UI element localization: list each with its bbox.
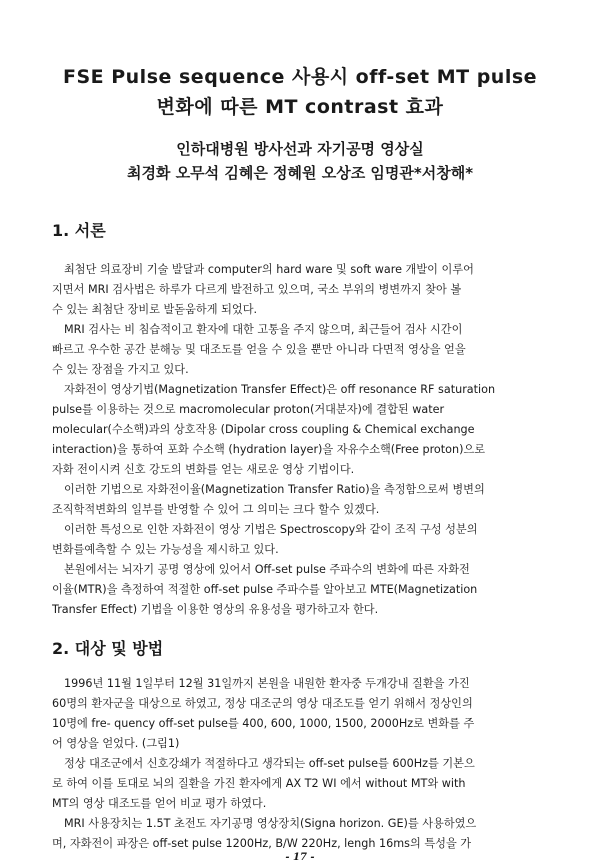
body-line: MRI 사용장치는 1.5T 초전도 자기공명 영상장치(Signa horizon. GE)를 사용하였으: [64, 817, 477, 830]
body-line: 1996년 11월 1일부터 12월 31일까지 본원을 내원한 환자중 두개강내 질환을 가진: [64, 677, 470, 690]
body-line: 이러한 기법으로 자화전이율(Magnetization Transfer Ratio)을 측정함으로써 병변의: [64, 483, 485, 496]
body-line: 최첨단 의료장비 기술 발달과 computer의 hard ware 및 soft ware 개발이 이루어: [64, 263, 474, 276]
body-line: 빠르고 우수한 공간 분해능 및 대조도를 얻을 수 있을 뿐만 아니라 다면적 영상을 얻을: [52, 343, 466, 356]
paper-title-line-1: FSE Pulse sequence 사용시 off-set MT pulse: [62, 66, 538, 88]
body-line: pulse를 이용하는 것으로 macromolecular proton(거대분자)에 결합된 water: [52, 403, 445, 416]
page-number: - 17 -: [285, 852, 315, 863]
body-line: 60명의 환자군을 대상으로 하였고, 정상 대조군의 영상 대조도를 얻기 위해서 정상인의: [52, 697, 473, 710]
body-line: 어 영상을 얻었다. (그림1): [52, 737, 180, 750]
body-line: molecular(수소핵)과의 상호작용 (Dipolar cross coupling & Chemical exchange: [52, 423, 475, 436]
body-line: 10명에 fre- quency off-set pulse를 400, 600, 1000, 1500, 2000Hz로 변화를 주: [52, 717, 475, 730]
affiliation: 인하대병원 방사선과 자기공명 영상실: [176, 140, 424, 158]
body-line: interaction)을 통하여 포화 수소핵 (hydration layer)을 자유수소핵(Free proton)으로: [52, 443, 486, 456]
paper-title-line-2: 변화에 따른 MT contrast 효과: [156, 96, 444, 118]
body-line: 이율(MTR)을 측정하여 적절한 off-set pulse 주파수를 알아보고 MTE(Magnetization: [52, 583, 478, 596]
body-line: 수 있는 장점을 가지고 있다.: [52, 363, 189, 376]
body-line: 수 있는 최첨단 장비로 발돋움하게 되었다.: [52, 303, 258, 316]
body-line: 며, 자화전이 파장은 off-set pulse 1200Hz, B/W 220Hz, lengh 16ms의 특성을 가: [52, 837, 472, 850]
body-line: MT의 영상 대조도를 얻어 비교 평가 하였다.: [52, 797, 267, 810]
body-line: 자화전이 영상기법(Magnetization Transfer Effect)은 off resonance RF saturation: [64, 383, 496, 396]
body-line: 지면서 MRI 검사법은 하루가 다르게 발전하고 있으며, 국소 부위의 병변까지 찾아 볼: [52, 283, 462, 296]
body-line: 조직학적변화의 일부를 반영할 수 있어 그 의미는 크다 할수 있겠다.: [52, 503, 380, 516]
body-line: 자화 전이시켜 신호 강도의 변화를 얻는 새로운 영상 기법이다.: [52, 463, 355, 476]
authors: 최경화 오무석 김혜은 정혜원 오상조 임명관*서창해*: [126, 164, 474, 182]
body-line: 변화를예측할 수 있는 가능성을 제시하고 있다.: [52, 543, 279, 556]
body-line: 로 하여 이를 토대로 뇌의 질환을 가진 환자에게 AX T2 WI 에서 without MT와 with: [52, 777, 466, 790]
body-line: 본원에서는 뇌자기 공명 영상에 있어서 Off-set pulse 주파수의 변화에 따른 자화전: [64, 563, 470, 576]
section-heading-introduction: 1. 서론: [52, 221, 106, 240]
body-line: 정상 대조군에서 신호강쇄가 적절하다고 생각되는 off-set pulse를 600Hz를 기본으: [64, 757, 475, 770]
body-line: Transfer Effect) 기법을 이용한 영상의 유용성을 평가하고자 한다.: [52, 603, 379, 616]
section-heading-subjects-methods: 2. 대상 및 방법: [52, 639, 164, 658]
body-line: 이러한 특성으로 인한 자화전이 영상 기법은 Spectroscopy와 같이 조직 구성 성분의: [64, 523, 478, 536]
body-line: MRI 검사는 비 침습적이고 환자에 대한 고통을 주지 않으며, 최근들어 검사 시간이: [64, 323, 463, 336]
